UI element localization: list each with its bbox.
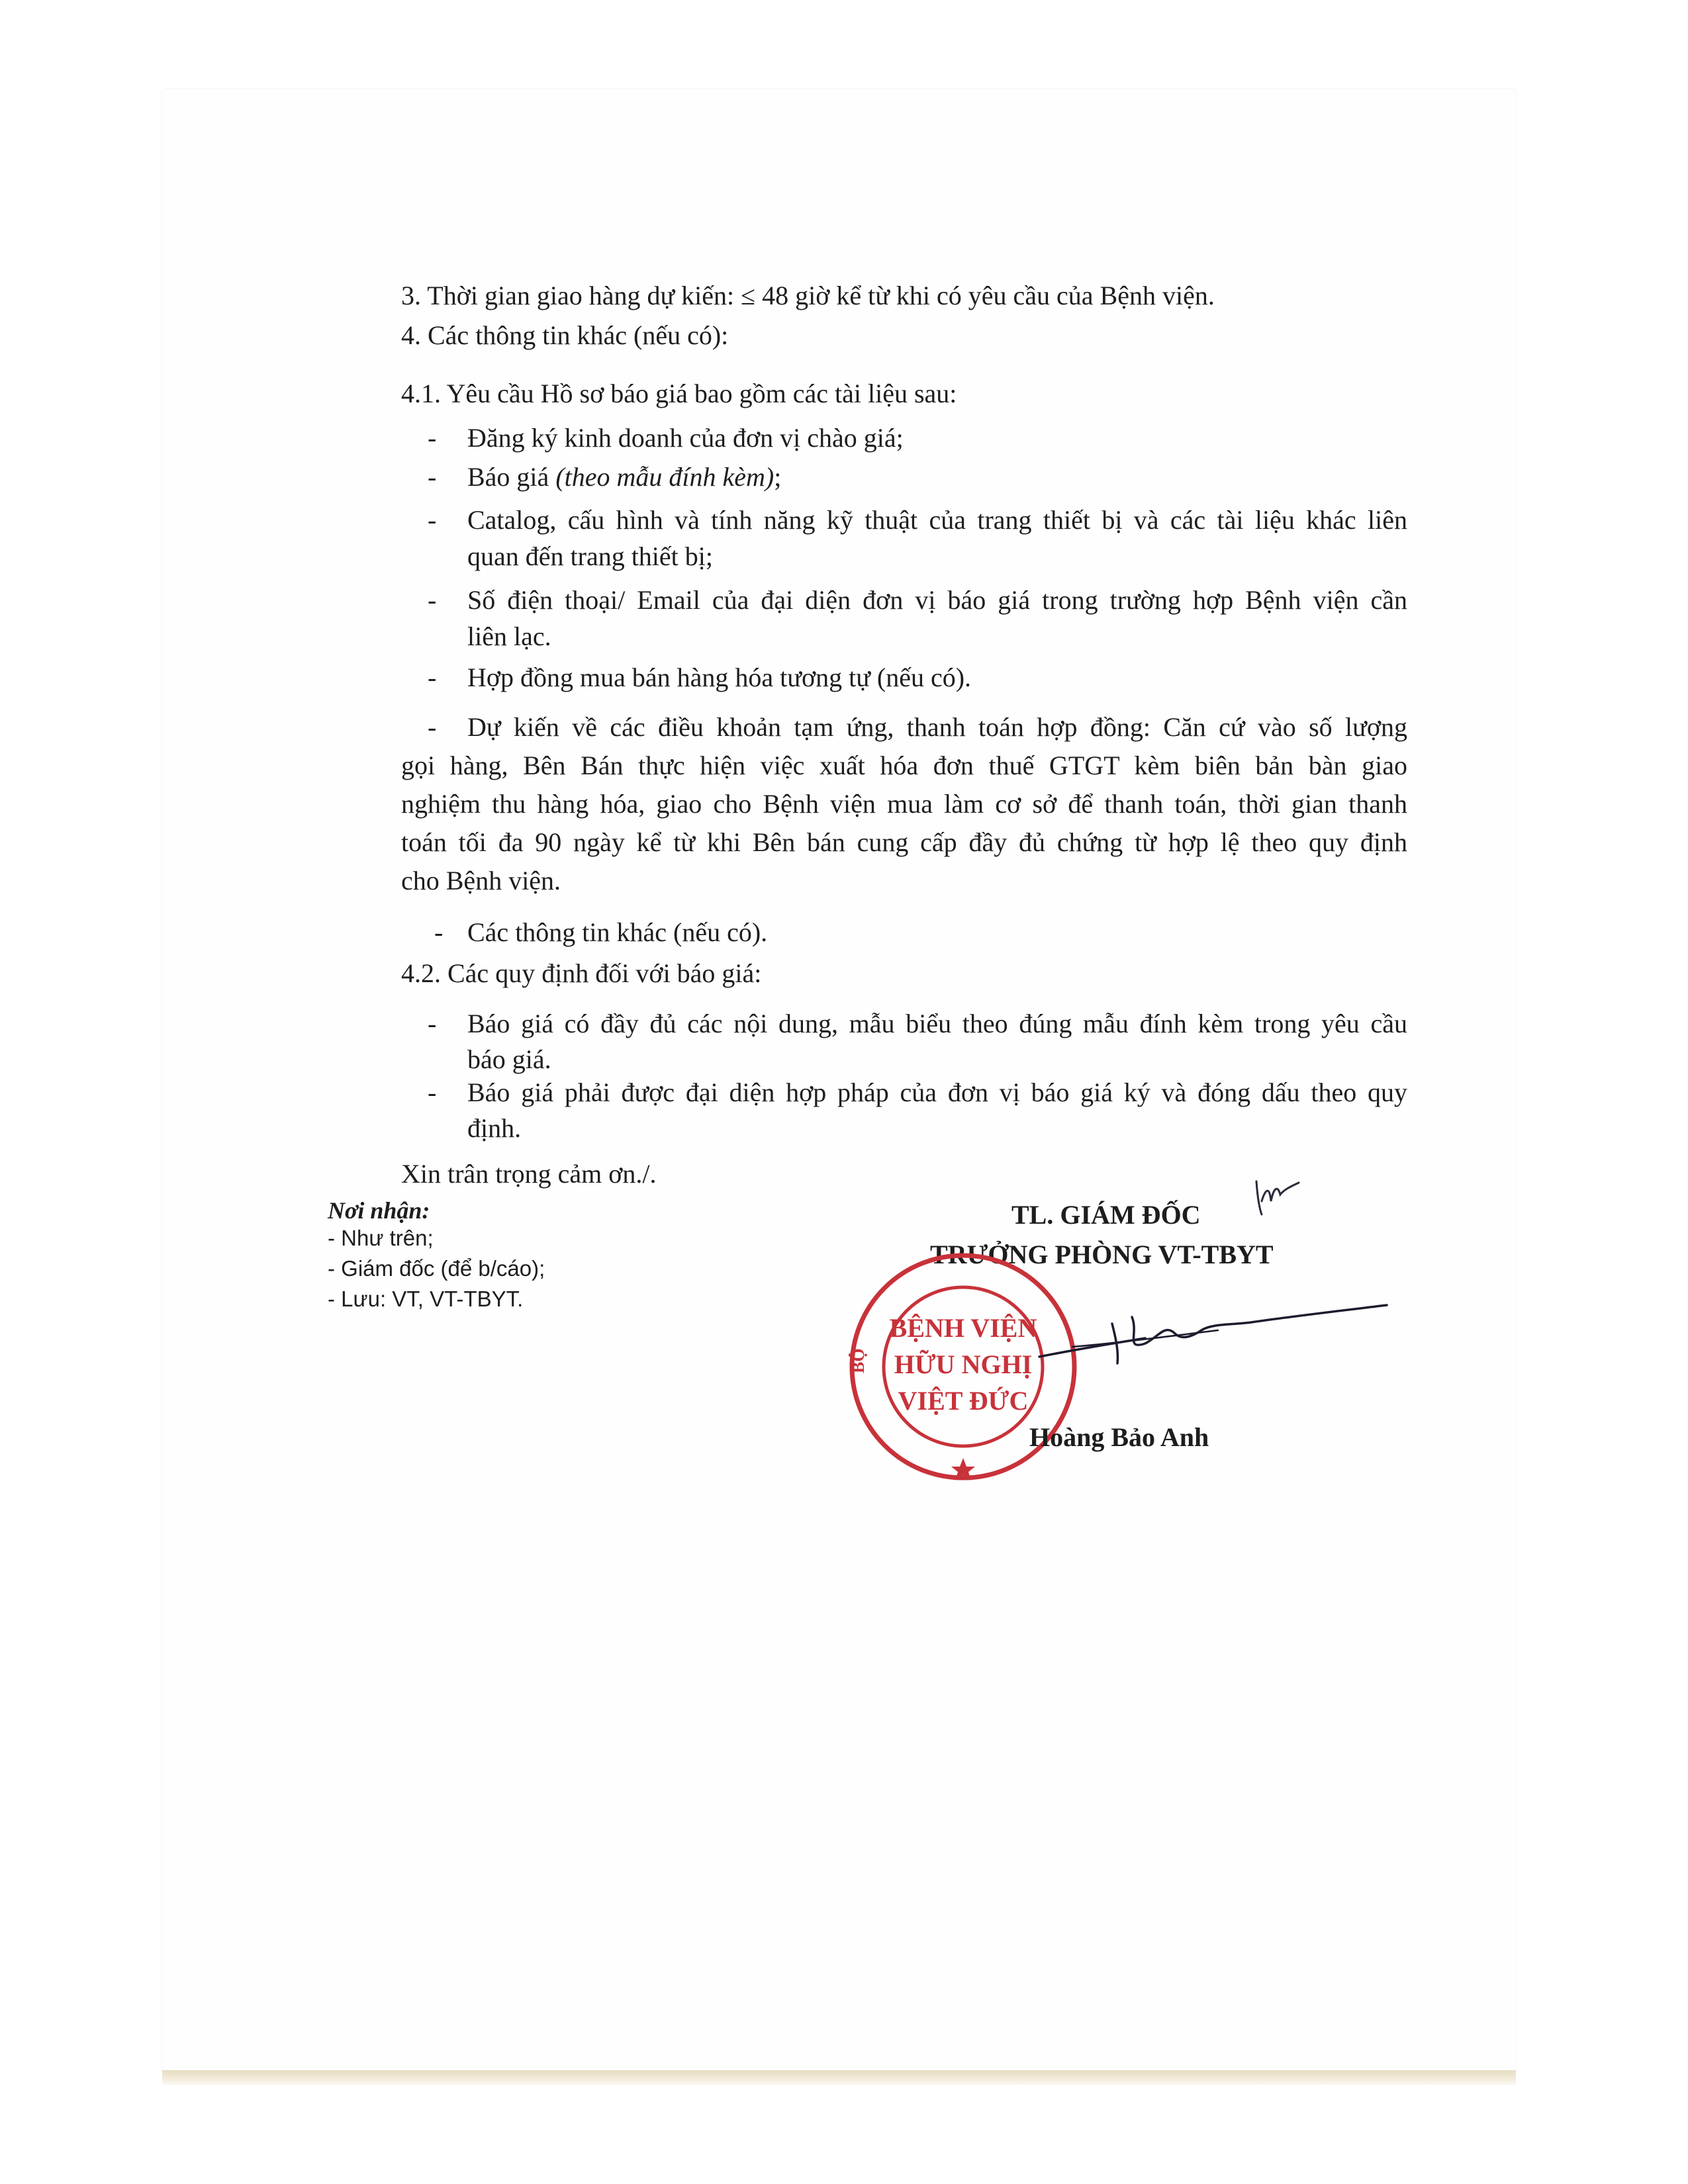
item-4-other-info: 4. Các thông tin khác (nếu có):: [401, 320, 729, 350]
item-4-1-heading: 4.1. Yêu cầu Hồ sơ báo giá bao gồm các tài liệu sau:: [401, 379, 957, 408]
list-item-catalog-line2: quan đến trang thiết bị;: [467, 541, 714, 571]
bullet-dash: -: [428, 712, 437, 742]
initial-mark-icon: [1251, 1175, 1304, 1221]
quotation-template-note: (theo mẫu đính kèm): [555, 462, 774, 492]
quotation-label: Báo giá: [467, 462, 556, 492]
stamp-side-text: BỘ: [849, 1348, 868, 1373]
paper-edge: [162, 2070, 1516, 2085]
list-item-contact-line2: liên lạc.: [467, 621, 551, 651]
stamp-text-line2: HỮU NGHỊ: [894, 1349, 1033, 1379]
payment-terms-line4: toán tối đa 90 ngày kể từ khi Bên bán cung cấp đầy đủ chứng từ hợp lệ theo quy định: [401, 827, 1407, 857]
rule-signed-stamped-line1: Báo giá phải được đại diện hợp pháp của đơn vị báo giá ký và đóng dấu theo quy: [467, 1077, 1407, 1107]
recipient-director: - Giám đốc (để b/cáo);: [328, 1256, 545, 1281]
rule-complete-content-line2: báo giá.: [467, 1044, 551, 1074]
item-4-2-heading: 4.2. Các quy định đối với báo giá:: [401, 958, 762, 988]
item-3-delivery-time: 3. Thời gian giao hàng dự kiến: ≤ 48 giờ kể từ khi có yêu cầu của Bệnh viện.: [401, 281, 1215, 310]
signature-title-department: TRƯỞNG PHÒNG VT-TBYT: [930, 1240, 1274, 1269]
handwritten-signature-icon: [1033, 1297, 1390, 1377]
signature-title-director: TL. GIÁM ĐỐC: [1011, 1200, 1201, 1230]
list-item-contact-line1: Số điện thoại/ Email của đại diện đơn vị báo giá trong trường hợp Bệnh viện cần: [467, 585, 1407, 615]
closing-thanks: Xin trân trọng cảm ơn./.: [401, 1159, 657, 1189]
list-item-business-registration: Đăng ký kinh doanh của đơn vị chào giá;: [467, 423, 904, 453]
signer-name: Hoàng Bảo Anh: [1029, 1422, 1209, 1452]
payment-terms-line1: Dự kiến về các điều khoản tạm ứng, thanh toán hợp đồng: Căn cứ vào số lượng: [467, 712, 1407, 742]
stamp-text-line1: BỆNH VIỆN: [889, 1313, 1037, 1343]
bullet-dash: -: [428, 662, 437, 692]
list-item-quotation: [467, 458, 781, 496]
bullet-dash: -: [428, 585, 437, 615]
recipients-title: Nơi nhận:: [328, 1197, 430, 1224]
bullet-dash: -: [428, 1009, 437, 1038]
rule-complete-content-line1: Báo giá có đầy đủ các nội dung, mẫu biểu theo đúng mẫu đính kèm trong yêu cầu: [467, 1009, 1407, 1038]
bullet-dash: -: [428, 1077, 437, 1107]
list-item-similar-contract: Hợp đồng mua bán hàng hóa tương tự (nếu có).: [467, 662, 972, 692]
bullet-dash: -: [428, 505, 437, 535]
payment-terms-line2: gọi hàng, Bên Bán thực hiện việc xuất hóa đơn thuế GTGT kèm biên bản bàn giao: [401, 751, 1407, 780]
other-info-item: Các thông tin khác (nếu có).: [467, 917, 768, 947]
list-item-catalog-line1: Catalog, cấu hình và tính năng kỹ thuật của trang thiết bị và các tài liệu khác liên: [467, 505, 1407, 535]
bullet-dash: -: [434, 917, 444, 947]
payment-terms-line3: nghiệm thu hàng hóa, giao cho Bệnh viện mua làm cơ sở để thanh toán, thời gian thanh: [401, 789, 1407, 819]
payment-terms-line5: cho Bệnh viện.: [401, 866, 561, 895]
bullet-dash: -: [428, 423, 437, 453]
quotation-semicolon: ;: [774, 462, 782, 492]
recipient-as-above: - Như trên;: [328, 1226, 434, 1250]
recipient-archive: - Lưu: VT, VT-TBYT.: [328, 1287, 524, 1311]
bullet-dash: -: [428, 462, 437, 492]
stamp-text-line3: VIỆT ĐỨC: [898, 1386, 1029, 1416]
rule-signed-stamped-line2: định.: [467, 1113, 522, 1143]
